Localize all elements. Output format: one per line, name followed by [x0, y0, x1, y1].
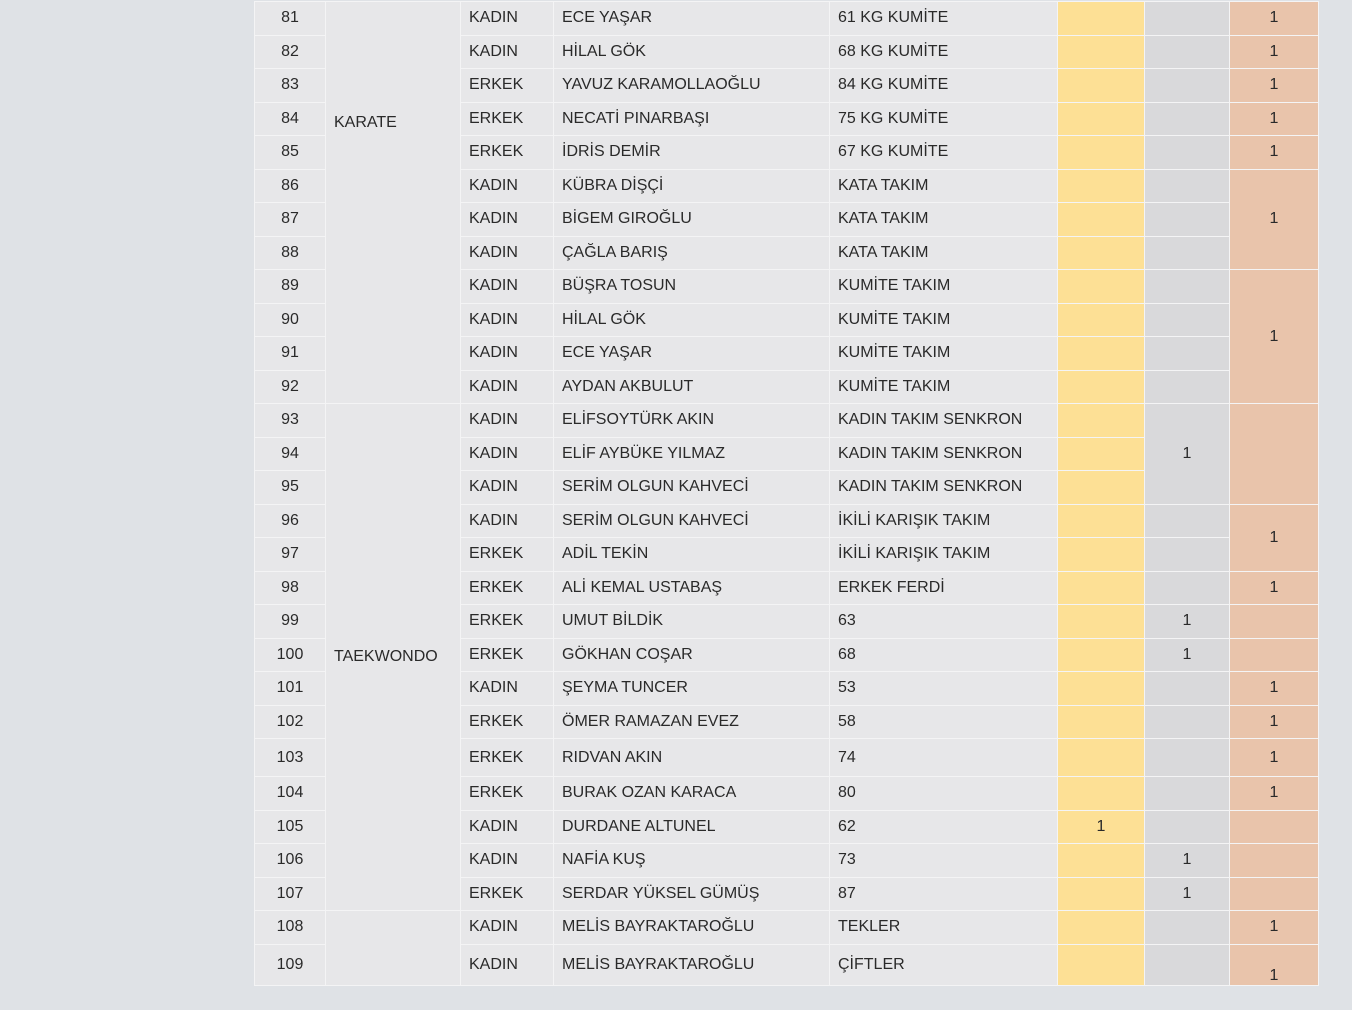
bronze-medal-cell: 1 [1230, 777, 1319, 811]
athlete-name-cell: ELİFSOYTÜRK AKIN [554, 404, 830, 438]
silver-medal-cell: 1 [1145, 404, 1230, 505]
athlete-name-cell: GÖKHAN COŞAR [554, 638, 830, 672]
athlete-name-cell: ECE YAŞAR [554, 337, 830, 371]
silver-medal-cell [1145, 303, 1230, 337]
athlete-name-cell: HİLAL GÖK [554, 303, 830, 337]
silver-medal-cell [1145, 705, 1230, 739]
category-cell: 53 [830, 672, 1058, 706]
gold-medal-cell [1058, 471, 1145, 505]
silver-medal-cell [1145, 203, 1230, 237]
bronze-medal-cell: 1 [1230, 35, 1319, 69]
category-cell: KADIN TAKIM SENKRON [830, 437, 1058, 471]
athlete-name-cell: NECATİ PINARBAŞI [554, 102, 830, 136]
gender-cell: ERKEK [461, 739, 554, 777]
athlete-name-cell: ALİ KEMAL USTABAŞ [554, 571, 830, 605]
gold-medal-cell [1058, 777, 1145, 811]
gold-medal-cell [1058, 672, 1145, 706]
bronze-medal-cell [1230, 605, 1319, 639]
athlete-name-cell: UMUT BİLDİK [554, 605, 830, 639]
category-cell: 87 [830, 877, 1058, 911]
athlete-name-cell: ÇAĞLA BARIŞ [554, 236, 830, 270]
category-cell: 75 KG KUMİTE [830, 102, 1058, 136]
gold-medal-cell: 1 [1058, 810, 1145, 844]
athlete-name-cell: DURDANE ALTUNEL [554, 810, 830, 844]
row-number-cell: 83 [255, 69, 326, 103]
gold-medal-cell [1058, 370, 1145, 404]
row-number-cell: 98 [255, 571, 326, 605]
row-number-cell: 87 [255, 203, 326, 237]
category-cell: 84 KG KUMİTE [830, 69, 1058, 103]
silver-medal-cell: 1 [1145, 638, 1230, 672]
gold-medal-cell [1058, 303, 1145, 337]
silver-medal-cell [1145, 69, 1230, 103]
gold-medal-cell [1058, 739, 1145, 777]
row-number-cell: 90 [255, 303, 326, 337]
gender-cell: ERKEK [461, 136, 554, 170]
sport-cell: KARATE [326, 2, 461, 404]
gender-cell: KADIN [461, 844, 554, 878]
row-number-cell: 108 [255, 911, 326, 945]
athlete-name-cell: BİGEM GIROĞLU [554, 203, 830, 237]
silver-medal-cell [1145, 810, 1230, 844]
gender-cell: ERKEK [461, 69, 554, 103]
silver-medal-cell [1145, 2, 1230, 36]
row-number-cell: 96 [255, 504, 326, 538]
gold-medal-cell [1058, 169, 1145, 203]
silver-medal-cell [1145, 538, 1230, 572]
bronze-medal-cell: 1 [1230, 504, 1319, 571]
bronze-medal-cell: 1 [1230, 571, 1319, 605]
silver-medal-cell: 1 [1145, 605, 1230, 639]
gold-medal-cell [1058, 270, 1145, 304]
gender-cell: ERKEK [461, 605, 554, 639]
silver-medal-cell [1145, 571, 1230, 605]
category-cell: 68 [830, 638, 1058, 672]
row-number-cell: 95 [255, 471, 326, 505]
gender-cell: KADIN [461, 270, 554, 304]
gold-medal-cell [1058, 638, 1145, 672]
gender-cell: KADIN [461, 35, 554, 69]
bronze-medal-cell: 1 [1230, 911, 1319, 945]
athlete-name-cell: BURAK OZAN KARACA [554, 777, 830, 811]
category-cell: 67 KG KUMİTE [830, 136, 1058, 170]
silver-medal-cell [1145, 944, 1230, 985]
category-cell: KADIN TAKIM SENKRON [830, 404, 1058, 438]
gold-medal-cell [1058, 337, 1145, 371]
sport-cell [326, 911, 461, 986]
gender-cell: ERKEK [461, 538, 554, 572]
row-number-cell: 85 [255, 136, 326, 170]
bronze-medal-cell [1230, 844, 1319, 878]
row-number-cell: 102 [255, 705, 326, 739]
sport-cell: TAEKWONDO [326, 404, 461, 911]
category-cell: 61 KG KUMİTE [830, 2, 1058, 36]
athlete-name-cell: MELİS BAYRAKTAROĞLU [554, 944, 830, 985]
gold-medal-cell [1058, 437, 1145, 471]
category-cell: 74 [830, 739, 1058, 777]
gender-cell: KADIN [461, 911, 554, 945]
silver-medal-cell [1145, 370, 1230, 404]
gold-medal-cell [1058, 69, 1145, 103]
athlete-name-cell: MELİS BAYRAKTAROĞLU [554, 911, 830, 945]
athlete-name-cell: ECE YAŞAR [554, 2, 830, 36]
athlete-name-cell: KÜBRA DİŞÇİ [554, 169, 830, 203]
silver-medal-cell [1145, 504, 1230, 538]
row-number-cell: 88 [255, 236, 326, 270]
gold-medal-cell [1058, 844, 1145, 878]
bronze-medal-cell: 1 [1230, 169, 1319, 270]
bronze-medal-cell: 1 [1230, 672, 1319, 706]
silver-medal-cell [1145, 337, 1230, 371]
category-cell: ERKEK FERDİ [830, 571, 1058, 605]
category-cell: 63 [830, 605, 1058, 639]
silver-medal-cell [1145, 739, 1230, 777]
bronze-medal-cell: 1 [1230, 69, 1319, 103]
gold-medal-cell [1058, 136, 1145, 170]
row-number-cell: 105 [255, 810, 326, 844]
athlete-name-cell: HİLAL GÖK [554, 35, 830, 69]
athlete-name-cell: İDRİS DEMİR [554, 136, 830, 170]
category-cell: KUMİTE TAKIM [830, 337, 1058, 371]
gold-medal-cell [1058, 404, 1145, 438]
silver-medal-cell [1145, 672, 1230, 706]
gender-cell: KADIN [461, 303, 554, 337]
gold-medal-cell [1058, 538, 1145, 572]
row-number-cell: 91 [255, 337, 326, 371]
silver-medal-cell [1145, 236, 1230, 270]
row-number-cell: 94 [255, 437, 326, 471]
gender-cell: KADIN [461, 169, 554, 203]
gold-medal-cell [1058, 571, 1145, 605]
athlete-name-cell: SERİM OLGUN KAHVECİ [554, 471, 830, 505]
table-row [255, 404, 1319, 438]
gold-medal-cell [1058, 504, 1145, 538]
category-cell: TEKLER [830, 911, 1058, 945]
bronze-medal-cell [1230, 810, 1319, 844]
row-number-cell: 97 [255, 538, 326, 572]
gender-cell: KADIN [461, 504, 554, 538]
bronze-medal-cell: 1 [1230, 102, 1319, 136]
gender-cell: KADIN [461, 672, 554, 706]
medal-table-body [255, 2, 1319, 986]
bronze-medal-cell [1230, 638, 1319, 672]
bronze-medal-cell: 1 [1230, 944, 1319, 985]
athlete-name-cell: ŞEYMA TUNCER [554, 672, 830, 706]
category-cell: İKİLİ KARIŞIK TAKIM [830, 538, 1058, 572]
silver-medal-cell: 1 [1145, 877, 1230, 911]
row-number-cell: 100 [255, 638, 326, 672]
athlete-name-cell: NAFİA KUŞ [554, 844, 830, 878]
row-number-cell: 99 [255, 605, 326, 639]
gold-medal-cell [1058, 203, 1145, 237]
row-number-cell: 106 [255, 844, 326, 878]
category-cell: KUMİTE TAKIM [830, 370, 1058, 404]
row-number-cell: 89 [255, 270, 326, 304]
table-row [255, 911, 1319, 945]
row-number-cell: 93 [255, 404, 326, 438]
gold-medal-cell [1058, 605, 1145, 639]
gender-cell: ERKEK [461, 705, 554, 739]
row-number-cell: 84 [255, 102, 326, 136]
gender-cell: ERKEK [461, 638, 554, 672]
category-cell: 68 KG KUMİTE [830, 35, 1058, 69]
table-row [255, 2, 1319, 36]
silver-medal-cell [1145, 136, 1230, 170]
row-number-cell: 109 [255, 944, 326, 985]
category-cell: ÇİFTLER [830, 944, 1058, 985]
silver-medal-cell [1145, 102, 1230, 136]
category-cell: KATA TAKIM [830, 236, 1058, 270]
athlete-name-cell: AYDAN AKBULUT [554, 370, 830, 404]
category-cell: KUMİTE TAKIM [830, 270, 1058, 304]
category-cell: 62 [830, 810, 1058, 844]
athlete-name-cell: ÖMER RAMAZAN EVEZ [554, 705, 830, 739]
gender-cell: KADIN [461, 203, 554, 237]
athlete-name-cell: SERDAR YÜKSEL GÜMÜŞ [554, 877, 830, 911]
gold-medal-cell [1058, 35, 1145, 69]
athlete-name-cell: YAVUZ KARAMOLLAOĞLU [554, 69, 830, 103]
gender-cell: ERKEK [461, 877, 554, 911]
athlete-name-cell: SERİM OLGUN KAHVECİ [554, 504, 830, 538]
gender-cell: KADIN [461, 2, 554, 36]
gender-cell: KADIN [461, 437, 554, 471]
bronze-medal-cell [1230, 404, 1319, 505]
gender-cell: KADIN [461, 337, 554, 371]
bronze-medal-cell: 1 [1230, 705, 1319, 739]
gold-medal-cell [1058, 877, 1145, 911]
gold-medal-cell [1058, 911, 1145, 945]
row-number-cell: 81 [255, 2, 326, 36]
category-cell: KATA TAKIM [830, 169, 1058, 203]
category-cell: KUMİTE TAKIM [830, 303, 1058, 337]
silver-medal-cell: 1 [1145, 844, 1230, 878]
row-number-cell: 101 [255, 672, 326, 706]
bronze-medal-cell: 1 [1230, 136, 1319, 170]
gold-medal-cell [1058, 705, 1145, 739]
gold-medal-cell [1058, 944, 1145, 985]
category-cell: 73 [830, 844, 1058, 878]
gender-cell: KADIN [461, 404, 554, 438]
category-cell: KATA TAKIM [830, 203, 1058, 237]
bronze-medal-cell: 1 [1230, 270, 1319, 404]
gender-cell: KADIN [461, 236, 554, 270]
gender-cell: KADIN [461, 810, 554, 844]
athlete-name-cell: RIDVAN AKIN [554, 739, 830, 777]
gold-medal-cell [1058, 102, 1145, 136]
row-number-cell: 103 [255, 739, 326, 777]
gender-cell: ERKEK [461, 777, 554, 811]
silver-medal-cell [1145, 35, 1230, 69]
gender-cell: ERKEK [461, 571, 554, 605]
silver-medal-cell [1145, 911, 1230, 945]
row-number-cell: 92 [255, 370, 326, 404]
category-cell: 58 [830, 705, 1058, 739]
gold-medal-cell [1058, 2, 1145, 36]
gender-cell: KADIN [461, 944, 554, 985]
bronze-medal-cell: 1 [1230, 739, 1319, 777]
athlete-name-cell: ELİF AYBÜKE YILMAZ [554, 437, 830, 471]
gender-cell: KADIN [461, 471, 554, 505]
bronze-medal-cell [1230, 877, 1319, 911]
silver-medal-cell [1145, 777, 1230, 811]
category-cell: İKİLİ KARIŞIK TAKIM [830, 504, 1058, 538]
gold-medal-cell [1058, 236, 1145, 270]
row-number-cell: 86 [255, 169, 326, 203]
category-cell: KADIN TAKIM SENKRON [830, 471, 1058, 505]
row-number-cell: 107 [255, 877, 326, 911]
gender-cell: ERKEK [461, 102, 554, 136]
category-cell: 80 [830, 777, 1058, 811]
gender-cell: KADIN [461, 370, 554, 404]
athlete-name-cell: BÜŞRA TOSUN [554, 270, 830, 304]
medal-table [254, 1, 1319, 986]
row-number-cell: 82 [255, 35, 326, 69]
bronze-medal-cell: 1 [1230, 2, 1319, 36]
silver-medal-cell [1145, 169, 1230, 203]
row-number-cell: 104 [255, 777, 326, 811]
silver-medal-cell [1145, 270, 1230, 304]
athlete-name-cell: ADİL TEKİN [554, 538, 830, 572]
